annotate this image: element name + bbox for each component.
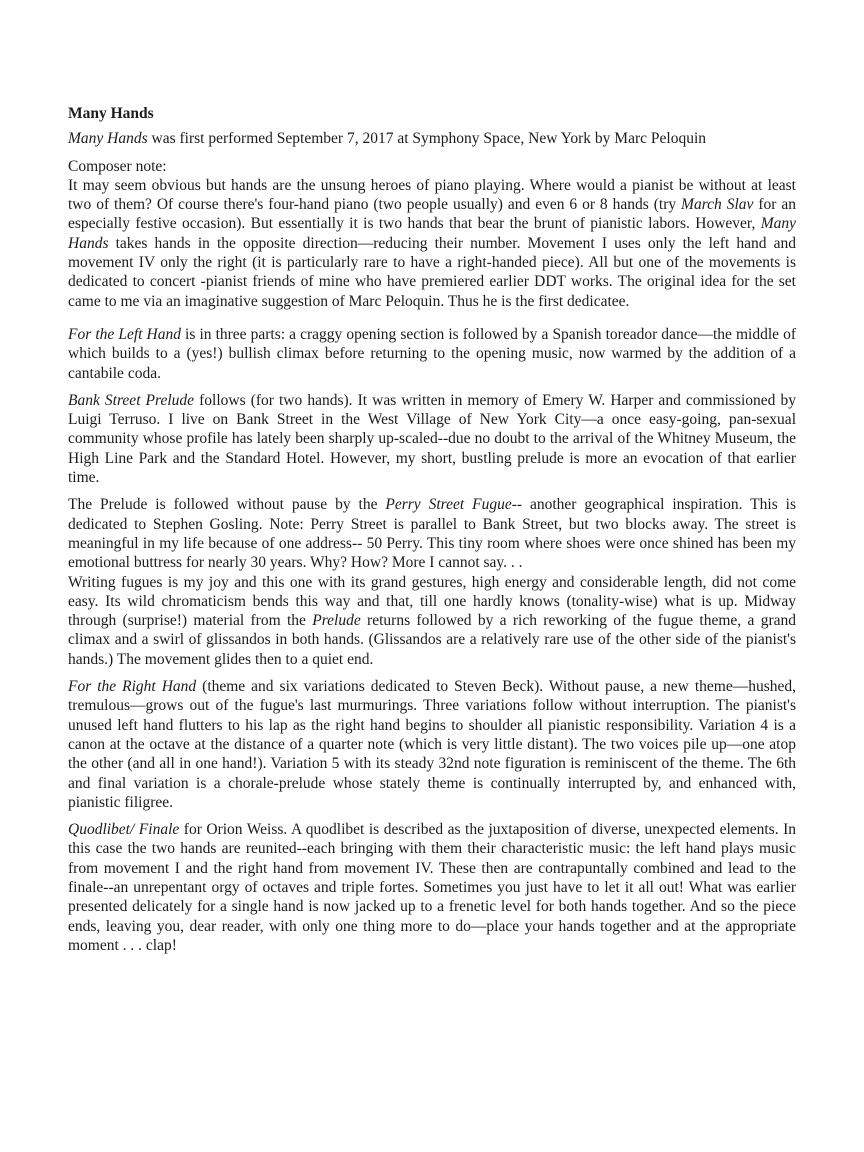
text-run: It may seem obvious but hands are the unsung heroes of piano playing. Where would a pianist be without at least two of them? Of course there's four-hand piano (two people usually) and even 6 or 8 hands (try [68,176,796,214]
italic-text-run: Prelude [312,612,361,630]
premiere-note [68,129,796,148]
text-run: was first performed September 7, 2017 at Symphony Space, New York by Marc Peloquin [147,130,706,148]
italic-text-run: For the Left Hand [68,325,181,343]
text-run: Composer note: [68,157,167,175]
text-run: -- another geographical inspiration. This is dedicated to Stephen Gosling. Note: Perry Street is parallel to Bank Street, but two blocks away. The street is meaningful in my life because of one address-- 50 Perry. This tiny room where shoes were once shined has been my emotional buttress for nearly 30 years. Why? How? More I cannot say. . . [68,496,796,572]
text-run: follows (for two hands). It was written in memory of Emery W. Harper and commissioned by Luigi Terruso. I live on Bank Street in the West Village of New York City—a once easy-going, pan-sexual community whose profile has lately been sharply up-scaled--due no doubt to the arrival of the Whitney Museum, the High Line Park and the Standard Hotel. However, my short, bustling prelude is more an evocation of that earlier time. [68,391,797,487]
bank-street-prelude [68,391,796,487]
italic-text-run: For the Right Hand [68,678,197,696]
text-run: The Prelude is followed without pause by the [68,496,386,514]
for-the-left-hand [68,325,796,383]
italic-text-run: Quodlibet/ Finale [68,821,180,839]
italic-text-run: Many Hands [68,130,148,148]
text-run: Writing fugues is my joy and this one with its grand gestures, high energy and considerable length, did not come easy. Its wild chromaticism bends this way and that, till one hardly knows (tonality-wise) what is up. Midway through (surprise!) material from the [68,573,796,630]
document-body [68,129,796,955]
text-run: (theme and six variations dedicated to Steven Beck). Without pause, a new theme—hushed, tremulous—grows out of the fugue's last murmurings. Three variations follow without interruption. The pianist's unused left hand flutters to his lap as the right hand begins to shoulder all pianistic responsibility. Variation 4 is a canon at the octave at the distance of a quarter note (which is very little distant). The two voices pile up—one atop the other (and all in one hand!). Variation 5 with its steady 32nd note figuration is reminiscent of the theme. The 6th and final variation is a chorale-prelude whose stately theme is continually interrupted by, and enhanced with, pianistic filigree. [68,678,797,811]
text-run: takes hands in the opposite direction—reducing their number. Movement I uses only the left hand and movement IV only the right (it is particularly rare to have a right-handed piece). All but one of the movements is dedicated to concert -pianist friends of mine who have premiered earlier DDT works. The original idea for the set came to me via an imaginative suggestion of Marc Peloquin. Thus he is the first dedicatee. [68,234,796,310]
italic-text-run: Bank Street Prelude [68,391,195,409]
quodlibet-finale [68,820,796,955]
text-run: returns followed by a rich reworking of the fugue theme, a grand climax and a swirl of glissandos in both hands. (Glissandos are a relatively rare use of the other side of the pianist's hands.) The movement glides then to a quiet end. [68,612,796,668]
for-the-right-hand [68,677,796,812]
composer-note [68,157,796,311]
italic-text-run: March Slav [681,196,754,214]
text-run: is in three parts: a craggy opening section is followed by a Spanish toreador dance—the middle of which builds to a (yes!) bullish climax before returning to the opening music, now warmed by the addition of a cantabile coda. [68,325,796,382]
text-run: for Orion Weiss. A quodlibet is described as the juxtaposition of diverse, unexpected elements. In this case the two hands are reunited--each bringing with them their characteristic music: the left hand plays music from movement I and the right hand from movement IV. These then are contrapuntally combined and lead to the finale--an unrepentant orgy of octaves and triple fortes. Sometimes you just have to let it all out! What was earlier presented delicately for a single hand is now jacked up to a frenetic level for both hands together. And so the piece ends, leaving you, dear reader, with only one thing more to do—place your hands together and at the appropriate moment . . . clap! [68,821,796,954]
document-title: Many Hands [68,105,154,122]
perry-street-fugue [68,495,796,669]
italic-text-run: Perry Street Fugue [385,496,512,514]
text-run: for an especially festive occasion). But essentially it is two hands that bear the brunt of pianistic labors. However, [68,196,797,233]
italic-text-run: Many Hands [68,215,796,252]
